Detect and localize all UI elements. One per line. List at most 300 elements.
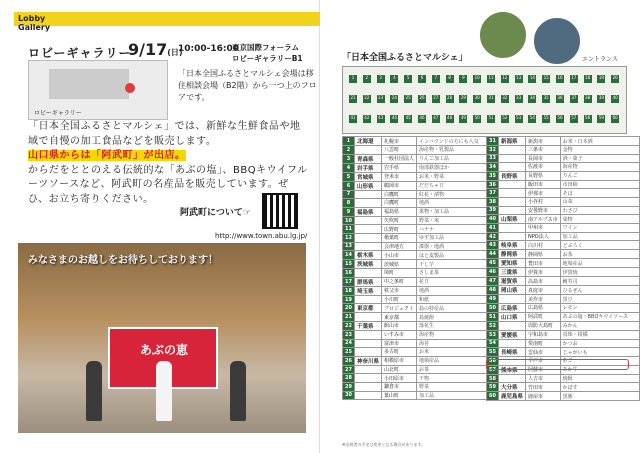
municipality: 白川村 — [526, 241, 561, 250]
municipality: 甲州市 — [526, 224, 561, 233]
entrance-label: エントランス — [582, 56, 618, 63]
booth-description: 野菜・米 — [417, 216, 499, 225]
table-row — [343, 365, 499, 374]
booth-description: 漆器・地酒 — [417, 242, 499, 251]
booth-number: 16 — [343, 269, 355, 278]
booth-number: 38 — [487, 197, 499, 206]
abu-highlight-ring — [486, 359, 629, 370]
booth-square: 53 — [515, 115, 523, 123]
url-link[interactable]: http://www.town.abu.lg.jp/ — [215, 232, 308, 240]
table-row — [487, 295, 640, 304]
booth-description: お茶 — [417, 365, 499, 374]
table-row — [343, 172, 499, 181]
municipality: プロジェクト — [382, 304, 417, 313]
prefecture — [498, 374, 525, 383]
table-row — [343, 225, 499, 234]
municipality: 岩手県 — [382, 163, 417, 172]
booth-description: みかん — [560, 321, 639, 330]
municipality: 宇和島市 — [526, 330, 561, 339]
booth-square: 40 — [611, 95, 619, 103]
booth-number: 58 — [487, 374, 499, 383]
table-row — [487, 154, 640, 163]
booth-square: 48 — [446, 115, 454, 123]
prefecture: 長野県 — [498, 171, 525, 180]
municipality: 佐渡市 — [526, 163, 561, 172]
municipality: 安曇野市 — [526, 206, 561, 215]
table-row — [343, 374, 499, 383]
booth-number: 48 — [487, 286, 499, 295]
booth-square: 5 — [404, 75, 412, 83]
booth-number: 21 — [343, 313, 355, 322]
booth-description: 果物 — [560, 215, 639, 224]
municipality: 新潟市 — [526, 137, 561, 146]
event-date — [128, 40, 183, 59]
booth-number: 22 — [343, 321, 355, 330]
booth-description: 干し芋 — [417, 260, 499, 269]
municipality: 白鷹町 — [382, 199, 417, 208]
booth-number: 7 — [343, 190, 355, 199]
booth-number: 25 — [343, 348, 355, 357]
booth-description: 海産物 — [560, 163, 639, 172]
booth-number: 47 — [487, 277, 499, 286]
booth-number: 53 — [487, 330, 499, 339]
prefecture: 千葉県 — [355, 321, 382, 330]
booth-description: 花豆 — [417, 277, 499, 286]
booth-description: どぶろく — [560, 241, 639, 250]
booth-square: 60 — [611, 115, 619, 123]
prefecture — [355, 190, 382, 199]
person — [86, 361, 102, 421]
booth-square: 42 — [363, 115, 371, 123]
table-row — [487, 189, 640, 198]
booth-number: 54 — [487, 339, 499, 348]
table-row — [343, 216, 499, 225]
prefecture — [355, 295, 382, 304]
municipality: 楢葉町 — [382, 233, 417, 242]
booth-square: 59 — [597, 115, 605, 123]
booth-square: 7 — [432, 75, 440, 83]
booth-description: じゃがいも — [560, 348, 639, 357]
municipality: 平戸市 — [526, 357, 561, 366]
municipality: 矢吹町 — [382, 216, 417, 225]
booth-square: 19 — [597, 75, 605, 83]
booth-square: 35 — [542, 95, 550, 103]
event-venue — [232, 42, 303, 64]
tag-bar — [84, 12, 320, 26]
table-row — [487, 339, 640, 348]
municipality: 長野県 — [526, 171, 561, 180]
prefecture — [355, 391, 382, 400]
venue-note: 「日本全国ふるさとマルシェ会場は移住相談会場（B2階）から一つ上のフロアです。 — [178, 69, 317, 102]
booth-number: 30 — [343, 391, 355, 400]
table-row — [487, 392, 640, 401]
municipality: NPO法人 — [526, 232, 561, 241]
table-row — [487, 241, 640, 250]
municipality: 八雲町 — [382, 146, 417, 155]
prefecture: 福島県 — [355, 207, 382, 216]
booth-number: 40 — [487, 215, 499, 224]
description-p2: からだをととのえる伝統的な「あぶの塩」、BBQキウイフルーツソースなど、阿武町の名産品を販売しています。ぜひ、お立ち寄りください。 — [28, 164, 308, 205]
booth-square: 52 — [501, 115, 509, 123]
booth-square: 31 — [487, 95, 495, 103]
booth-number: 1 — [343, 137, 355, 146]
booth-square: 12 — [501, 75, 509, 83]
booth-square: 6 — [418, 75, 426, 83]
prefecture: 山梨県 — [498, 215, 525, 224]
venue-line-2: ロビーギャラリーB1 — [232, 54, 303, 63]
municipality: 飯田市 — [526, 180, 561, 189]
booth-square: 46 — [418, 115, 426, 123]
booth-description: かぼす — [560, 383, 639, 392]
municipality: 三条市 — [526, 146, 561, 155]
booth-square: 13 — [515, 75, 523, 83]
booth-number: 9 — [343, 207, 355, 216]
booth-description: 地場産品 — [417, 356, 499, 365]
municipality: 広島県 — [526, 303, 561, 312]
booth-number: 42 — [487, 232, 499, 241]
prefecture — [355, 199, 382, 208]
booth-square: 3 — [377, 75, 385, 83]
booth-number: 28 — [343, 374, 355, 383]
table-row — [487, 303, 640, 312]
table-row — [343, 269, 499, 278]
person — [230, 361, 246, 421]
municipality: 相模原市 — [382, 356, 417, 365]
booth-description: 黒豚 — [560, 392, 639, 401]
booth-number: 2 — [343, 146, 355, 155]
prefecture: 茨城県 — [355, 260, 382, 269]
table-row — [343, 391, 499, 400]
table-row — [343, 304, 499, 313]
prefecture — [498, 224, 525, 233]
table-row — [487, 286, 640, 295]
prefecture — [498, 146, 525, 155]
booth-description: 和紙 — [417, 295, 499, 304]
booth-description: 海産物 — [417, 330, 499, 339]
table-row — [487, 312, 640, 321]
municipality: 富津市 — [382, 339, 417, 348]
booth-description: 果物・加工品 — [417, 207, 499, 216]
event-time: 10:00-16:00 — [178, 44, 240, 54]
booth-square: 34 — [528, 95, 536, 103]
prefecture: 山口県 — [498, 312, 525, 321]
market-photo-1 — [478, 10, 528, 60]
booth-square: 17 — [570, 75, 578, 83]
municipality: 山北町 — [382, 365, 417, 374]
booth-description: お茶 — [560, 250, 639, 259]
municipality: 登米市 — [382, 172, 417, 181]
booth-description: インバウンドの方にも人気 — [417, 137, 499, 146]
booth-number: 14 — [343, 251, 355, 260]
municipality: 伊賀市 — [526, 268, 561, 277]
municipality: 多古町 — [382, 348, 417, 357]
venue-line-1: 東京国際フォーラム — [232, 43, 300, 52]
municipality: 南アルプス市 — [526, 215, 561, 224]
prefecture — [355, 225, 382, 234]
booth-number: 59 — [487, 383, 499, 392]
municipality: 葉山町 — [382, 391, 417, 400]
table-row — [487, 277, 640, 286]
booth-description: 干物 — [417, 374, 499, 383]
booth-description: 南部鉄器ほか — [417, 163, 499, 172]
prefecture — [355, 233, 382, 242]
booth-description: 加工品 — [560, 232, 639, 241]
prefecture: 愛知県 — [498, 259, 525, 268]
municipality: 秩父市 — [382, 286, 417, 295]
booth-number: 6 — [343, 181, 355, 190]
table-row — [487, 163, 640, 172]
municipality: 境町 — [382, 269, 417, 278]
table-row — [343, 242, 499, 251]
table-row — [343, 356, 499, 365]
prefecture: 埼玉県 — [355, 286, 382, 295]
booth-description: かつお — [560, 339, 639, 348]
booth-description: 加工品 — [417, 391, 499, 400]
booth-description: りんご — [560, 171, 639, 180]
prefecture: 東京都 — [355, 304, 382, 313]
booth-number: 33 — [487, 154, 499, 163]
booth-square: 27 — [432, 95, 440, 103]
prefecture: 群馬県 — [355, 277, 382, 286]
table-row — [343, 163, 499, 172]
booth-description: 金物 — [560, 146, 639, 155]
booth-number: 39 — [487, 206, 499, 215]
municipality: 小谷村 — [526, 197, 561, 206]
booth-square: 54 — [528, 115, 536, 123]
booth-square: 18 — [584, 75, 592, 83]
municipality: 豊田市 — [526, 259, 561, 268]
booth-description: 地酒 — [417, 286, 499, 295]
table-row — [343, 339, 499, 348]
booth-description: 酒・菓子 — [560, 154, 639, 163]
booth-number: 12 — [343, 233, 355, 242]
booth-number: 60 — [487, 392, 499, 401]
booth-description: だだちゃ豆 — [417, 181, 499, 190]
booth-description: あぶの塩・BBQキウイソース — [560, 312, 639, 321]
booth-number: 41 — [487, 224, 499, 233]
table-row — [343, 286, 499, 295]
municipality: 美作市 — [526, 295, 561, 304]
booth-number: 46 — [487, 268, 499, 277]
booth-square: 4 — [390, 75, 398, 83]
booth-description: あか牛 — [560, 365, 639, 374]
municipality: 小川町 — [382, 295, 417, 304]
table-row — [343, 207, 499, 216]
booth-description: 地酒 — [417, 199, 499, 208]
booth-description: お米・野菜 — [417, 172, 499, 181]
booth-square: 41 — [349, 115, 357, 123]
municipality: 館山市 — [382, 321, 417, 330]
prefecture — [355, 339, 382, 348]
booth-square: 47 — [432, 115, 440, 123]
banner-text: あぶの恵 — [140, 343, 189, 357]
prefecture — [498, 180, 525, 189]
prefecture: 神奈川県 — [355, 356, 382, 365]
booth-number: 57 — [487, 365, 499, 374]
section-tag: Lobby Gallery — [14, 12, 84, 26]
booth-description: さしま茶 — [417, 269, 499, 278]
municipality: いすみ市 — [382, 330, 417, 339]
booth-description: お米 — [417, 348, 499, 357]
prefecture: 三重県 — [498, 268, 525, 277]
prefecture — [498, 295, 525, 304]
booth-number: 35 — [487, 171, 499, 180]
prefecture — [355, 216, 382, 225]
booth-description: 紅花・漬物 — [417, 190, 499, 199]
market-photo-2 — [532, 16, 582, 66]
booth-number: 52 — [487, 321, 499, 330]
table-row — [343, 330, 499, 339]
booth-number: 18 — [343, 286, 355, 295]
prefecture: 山形県 — [355, 181, 382, 190]
booth-number: 5 — [343, 172, 355, 181]
booth-square: 25 — [404, 95, 412, 103]
table-row — [343, 251, 499, 260]
weekday: (日) — [167, 48, 183, 57]
booth-number: 20 — [343, 304, 355, 313]
table-row — [343, 181, 499, 190]
footnote: ※出展者の予定は変更となる場合があります。 — [342, 442, 426, 447]
right-page — [320, 0, 640, 453]
booth-square: 55 — [542, 115, 550, 123]
table-row — [487, 330, 640, 339]
booth-number: 17 — [343, 277, 355, 286]
qr-code-icon — [262, 193, 298, 229]
table-row — [487, 348, 640, 357]
booth-table-left — [342, 136, 499, 400]
booth-description: 落花生 — [417, 321, 499, 330]
booth-description: りんご加工品 — [417, 154, 499, 163]
booth-description: 海苔 — [417, 339, 499, 348]
prefecture — [355, 374, 382, 383]
booth-description: そば — [560, 189, 639, 198]
booth-description: あご — [560, 357, 639, 366]
prefecture: 静岡県 — [498, 250, 525, 259]
abu-link[interactable]: 阿武町について☞ — [180, 208, 251, 218]
location-pin-icon — [125, 83, 135, 93]
prefecture — [355, 330, 382, 339]
municipality: 東京都 — [382, 313, 417, 322]
booth-number: 37 — [487, 189, 499, 198]
date-value: 9/17 — [128, 40, 168, 59]
booth-number: 19 — [343, 295, 355, 304]
booth-description: わさび — [560, 206, 639, 215]
municipality: 長岡市 — [526, 154, 561, 163]
map-building — [49, 69, 129, 99]
booth-number: 4 — [343, 163, 355, 172]
prefecture: 熊本県 — [498, 365, 525, 374]
booth-number: 55 — [487, 348, 499, 357]
prefecture — [498, 232, 525, 241]
booth-number: 8 — [343, 199, 355, 208]
municipality: 鎌倉市 — [382, 382, 417, 391]
booth-number: 29 — [343, 382, 355, 391]
booth-number: 44 — [487, 250, 499, 259]
municipality: 静岡県 — [526, 250, 561, 259]
municipality: 阿武町 — [526, 312, 561, 321]
prefecture — [355, 242, 382, 251]
table-row — [343, 137, 499, 146]
table-row — [487, 137, 640, 146]
booth-square: 23 — [377, 95, 385, 103]
booth-square: 28 — [446, 95, 454, 103]
booth-number: 10 — [343, 216, 355, 225]
table-row — [343, 321, 499, 330]
event-photo — [18, 243, 306, 433]
booth-description: 真珠・柑橘 — [560, 330, 639, 339]
prefecture: 栃木県 — [355, 251, 382, 260]
booth-square: 9 — [459, 75, 467, 83]
table-row — [487, 374, 640, 383]
marche-heading: 「日本全国ふるさとマルシェ」 — [342, 53, 468, 63]
booth-number: 27 — [343, 365, 355, 374]
booth-square: 32 — [501, 95, 509, 103]
booth-number: 45 — [487, 259, 499, 268]
booth-square: 58 — [584, 115, 592, 123]
municipality: 高島市 — [526, 277, 561, 286]
table-row — [487, 146, 640, 155]
table-row — [343, 313, 499, 322]
booth-description: 島の特産品 — [417, 304, 499, 313]
prefecture: 北海道 — [355, 137, 382, 146]
booth-square: 21 — [349, 95, 357, 103]
booth-description: 野菜 — [417, 382, 499, 391]
table-row — [343, 277, 499, 286]
booth-number: 43 — [487, 241, 499, 250]
booth-description: 鮒寿司 — [560, 277, 639, 286]
booth-number: 32 — [487, 146, 499, 155]
municipality: 中之条町 — [382, 277, 417, 286]
prefecture: 宮城県 — [355, 172, 382, 181]
prefecture: 広島県 — [498, 303, 525, 312]
municipality: 竹田市 — [526, 383, 561, 392]
highlight-text: 山口県からは「阿武町」が出店。 — [28, 150, 186, 161]
person — [156, 361, 172, 421]
table-row — [343, 233, 499, 242]
prefecture — [498, 197, 525, 206]
booth-description: 地場産品 — [560, 259, 639, 268]
booth-square: 50 — [473, 115, 481, 123]
municipality: 阿蘇市 — [526, 365, 561, 374]
booth-description: ひるぜん — [560, 286, 639, 295]
booth-square: 14 — [528, 75, 536, 83]
booth-number: 24 — [343, 339, 355, 348]
booth-number: 26 — [343, 356, 355, 365]
booth-map — [342, 66, 627, 134]
booth-square: 8 — [446, 75, 454, 83]
booth-square: 30 — [473, 95, 481, 103]
booth-description: バナナ — [417, 225, 499, 234]
booth-square: 37 — [570, 95, 578, 103]
booth-description: 市田柿 — [560, 180, 639, 189]
municipality: 真庭市 — [526, 286, 561, 295]
table-row — [487, 383, 640, 392]
prefecture — [498, 339, 525, 348]
municipality: 伊那市 — [526, 189, 561, 198]
booth-description: ゆず加工品 — [417, 233, 499, 242]
booth-number: 31 — [487, 137, 499, 146]
booth-square: 24 — [390, 95, 398, 103]
booth-square: 49 — [459, 115, 467, 123]
booth-square: 20 — [611, 75, 619, 83]
prefecture — [498, 189, 525, 198]
booth-square: 44 — [390, 115, 398, 123]
booth-square: 38 — [584, 95, 592, 103]
prefecture — [498, 154, 525, 163]
booth-square: 39 — [597, 95, 605, 103]
prefecture — [498, 321, 525, 330]
prefecture: 岩手県 — [355, 163, 382, 172]
